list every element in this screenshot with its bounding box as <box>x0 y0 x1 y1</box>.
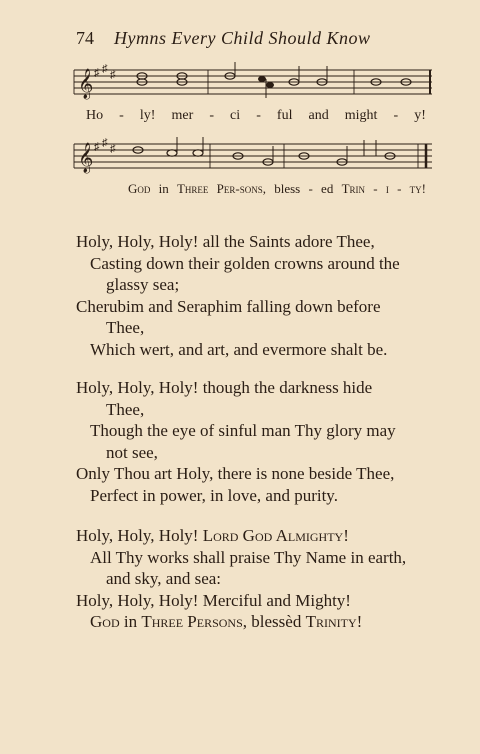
verse-line: Which wert, and art, and evermore shalt be. <box>90 339 388 359</box>
staff-2-notation <box>72 136 436 178</box>
lyric-syllable: and <box>308 108 329 123</box>
lyric-syllable: in <box>158 181 169 196</box>
verse-text: in <box>123 612 138 631</box>
treble-clef-icon: 𝄞 <box>78 143 94 172</box>
verse-line: Though the eye of sinful man Thy glory may <box>90 421 396 440</box>
lyric-syllable: - <box>209 108 214 123</box>
verse-text-smallcaps: Three Persons, <box>141 612 248 631</box>
lyric-syllable: - <box>373 181 378 196</box>
verse-line <box>76 611 436 633</box>
lyric-syllable: Ho <box>86 108 104 123</box>
verse-line: Holy, Holy, Holy! though the darkness hide <box>76 378 373 397</box>
treble-clef-icon: 𝄞 <box>78 69 94 98</box>
lyric-syllable: ty! <box>409 181 426 196</box>
lyric-syllable: ed <box>321 181 334 196</box>
verse-line: Casting down their golden crowns around the <box>90 253 400 273</box>
svg-text:♯: ♯ <box>110 143 116 155</box>
verse-3 <box>76 377 436 506</box>
lyric-syllable: mer <box>171 108 194 123</box>
lyric-syllable: Three <box>176 181 209 196</box>
verse-line: not see, <box>106 442 158 462</box>
lyric-syllable: ful <box>276 108 293 123</box>
svg-text:♯: ♯ <box>94 67 100 79</box>
verse-line: Holy, Holy, Holy! all the Saints adore Thee, <box>76 232 375 251</box>
verse-line: and sky, and sea: <box>106 569 222 588</box>
page-number: 74 <box>76 28 94 48</box>
svg-text:♯: ♯ <box>102 137 108 149</box>
verse-line: Cherubim and Seraphim falling down before <box>76 296 381 316</box>
lyric-syllable: i <box>385 181 389 196</box>
verse-text-smallcaps: Lord God Almighty! <box>202 526 349 545</box>
page-header <box>76 28 396 49</box>
staff-1-lyrics <box>86 108 426 124</box>
verse-line <box>76 525 436 547</box>
lyric-syllable: - <box>256 108 261 123</box>
lyric-syllable: might <box>344 108 378 123</box>
lyric-syllable: - <box>119 108 124 123</box>
lyric-syllable: ci <box>230 108 241 123</box>
verse-text-smallcaps: God <box>90 612 120 631</box>
verse-2 <box>76 231 436 360</box>
verse-line: Holy, Holy, Holy! Merciful and Mighty! <box>76 590 351 610</box>
lyric-syllable: - <box>308 181 313 196</box>
lyric-syllable: - <box>397 181 402 196</box>
lyric-syllable: y! <box>414 108 426 123</box>
verse-line: All Thy works shall praise Thy Name in earth, <box>90 547 407 567</box>
verse-line: glassy sea; <box>106 275 180 294</box>
svg-text:♯: ♯ <box>110 69 116 81</box>
staff-1-notation <box>72 62 436 102</box>
staff-2-lyrics <box>128 181 426 197</box>
svg-text:♯: ♯ <box>94 141 100 153</box>
verse-text: Holy, Holy, Holy! <box>76 526 199 545</box>
verse-line: Perfect in power, in love, and purity. <box>90 485 338 505</box>
lyric-syllable: bless <box>274 181 301 196</box>
verse-line: Thee, <box>106 318 145 337</box>
music-staff-1 <box>72 62 436 102</box>
running-title: Hymns Every Child Should Know <box>114 28 371 48</box>
music-staff-2 <box>72 136 436 178</box>
lyric-syllable: Trin <box>341 181 366 196</box>
verse-text-smallcaps: Trinity! <box>305 612 363 631</box>
verse-line: Thee, <box>106 399 145 419</box>
lyric-syllable: God <box>128 181 151 196</box>
verse-line: Only Thou art Holy, there is none beside Thee, <box>76 464 395 483</box>
verse-4 <box>76 525 436 633</box>
lyric-syllable: - <box>393 108 399 123</box>
svg-text:♯: ♯ <box>102 63 108 75</box>
lyric-syllable: ly! <box>139 108 156 123</box>
lyric-syllable: Per-sons, <box>216 181 266 196</box>
verse-text: blessèd <box>251 612 302 631</box>
